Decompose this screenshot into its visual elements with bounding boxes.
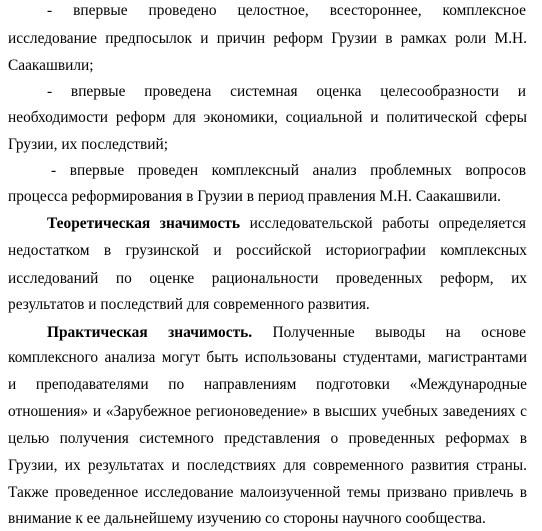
bullet-2-line-3: Грузии, их последствий; — [8, 136, 169, 153]
bullet-1-line-1: - впервые проведено целостное, всестороннее, комплексное — [47, 2, 526, 19]
practical-line-4: отношения» и «Зарубежное регионоведение» в высших учебных заведениях с — [8, 403, 527, 420]
theoretical-heading: Теоретическая значимость — [47, 215, 240, 232]
bullet-3-line-2: процесса реформирования в Грузии в период правления М.Н. Саакашвили. — [8, 188, 501, 205]
bullet-3-line-1: - впервые проведен комплексный анализ проблемных вопросов — [51, 162, 526, 179]
theoretical-line-4: результатов и последствий для современного развития. — [8, 296, 370, 313]
practical-line-5: целью получения системного представления о проведенных реформах в — [8, 430, 527, 447]
theoretical-line-3: исследований по оценке рациональности проведенных реформ, их — [8, 270, 527, 287]
theoretical-line-1 — [47, 213, 526, 234]
theoretical-line-2: недостатком в грузинской и российской историографии комплексных — [8, 242, 527, 259]
practical-line-8: внимание к ее дальнейшему изучению со стороны научного сообщества. — [8, 510, 486, 527]
bullet-2-line-2: необходимости реформ для экономики, социальной и политической сферы — [8, 109, 527, 126]
bullet-2-line-1: - впервые проведена системная оценка целесообразности и — [47, 83, 526, 100]
theoretical-first-line-text: исследовательской работы определяется — [249, 215, 526, 232]
practical-line-6: Грузии, их результатах и последствиях для современного развития страны. — [8, 457, 527, 474]
practical-first-line-text: Полученные выводы на основе — [272, 324, 526, 341]
practical-line-1 — [47, 322, 526, 343]
practical-heading: Практическая значимость. — [47, 324, 253, 341]
practical-line-7: Также проведенное исследование малоизученной темы призвано привлечь в — [8, 484, 527, 501]
bullet-1-line-3: Саакашвили; — [8, 57, 94, 74]
bullet-1-line-2: исследование предпосылок и причин реформ Грузии в рамках роли М.Н. — [8, 30, 527, 47]
practical-line-3: и преподавателями по направлениям подготовки «Международные — [8, 376, 527, 393]
practical-line-2: комплексного анализа могут быть использованы студентами, магистрантами — [8, 349, 527, 366]
